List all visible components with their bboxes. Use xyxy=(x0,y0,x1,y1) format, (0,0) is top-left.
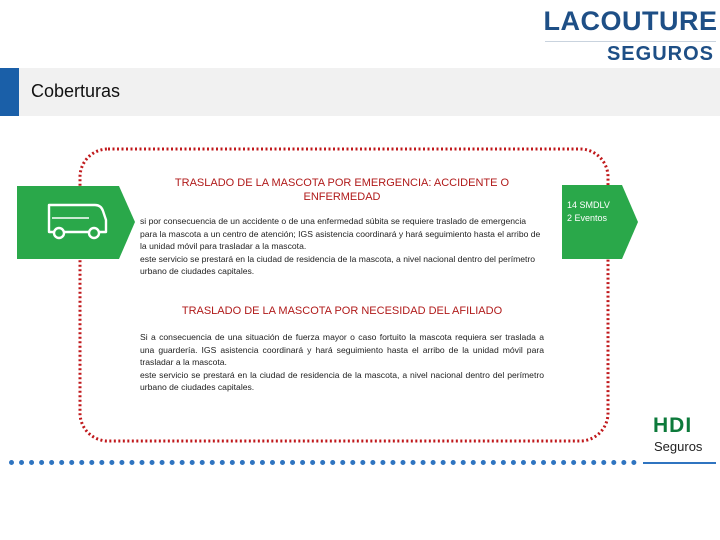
logo-brand-name: LACOUTURE xyxy=(543,6,718,36)
van-icon-badge xyxy=(17,186,135,259)
lacouture-logo xyxy=(543,4,718,66)
footer-solid-line xyxy=(643,462,716,464)
limit-amount: 14 SMDLV xyxy=(567,200,610,210)
section2-title: TRASLADO DE LA MASCOTA POR NECESIDAD DEL AFILIADO xyxy=(181,305,503,317)
hdi-logo-sub: Seguros xyxy=(654,439,703,454)
section2-body-text-2: este servicio se prestará en la ciudad de residencia de la mascota, a nivel nacional dentro del perímetro urbano de ciudades capitales. xyxy=(140,369,544,393)
logo-brand-sub: SEGUROS xyxy=(606,43,714,65)
hdi-logo-word: HDI xyxy=(653,414,693,437)
limit-text xyxy=(567,199,633,225)
section2-body-text: Si a consecuencia de una situación de fuerza mayor o caso fortuito la mascota requiera ser traslada a una guardería. IGS asistencia coordinará y hará seguimiento hasta el arribo de la unidad móvil para trasladar a la mascota. xyxy=(140,332,544,368)
section1-body-text: si por consecuencia de un accidente o de una enfermedad súbita se requiere traslado de emergencia para la mascota a un centro de atención; IGS asistencia coordinará y hará seguimiento hasta el arribo de la unidad móvil para trasladar a la mascota. xyxy=(140,216,541,252)
section2-body xyxy=(140,331,544,394)
section1-title: TRASLADO DE LA MASCOTA POR EMERGENCIA: ACCIDENTE O ENFERMEDAD xyxy=(174,177,510,203)
page-title: Coberturas xyxy=(31,81,121,101)
limit-events: 2 Eventos xyxy=(567,213,608,223)
header-accent xyxy=(0,68,19,116)
section1-body-text-2: este servicio se prestará en la ciudad de residencia de la mascota, a nivel nacional dentro del perímetro urbano de ciudades capitales. xyxy=(140,253,536,277)
footer-dotted-line xyxy=(9,460,637,465)
logo-divider xyxy=(545,41,716,42)
hdi-logo xyxy=(653,414,713,456)
section1-body xyxy=(140,215,544,278)
